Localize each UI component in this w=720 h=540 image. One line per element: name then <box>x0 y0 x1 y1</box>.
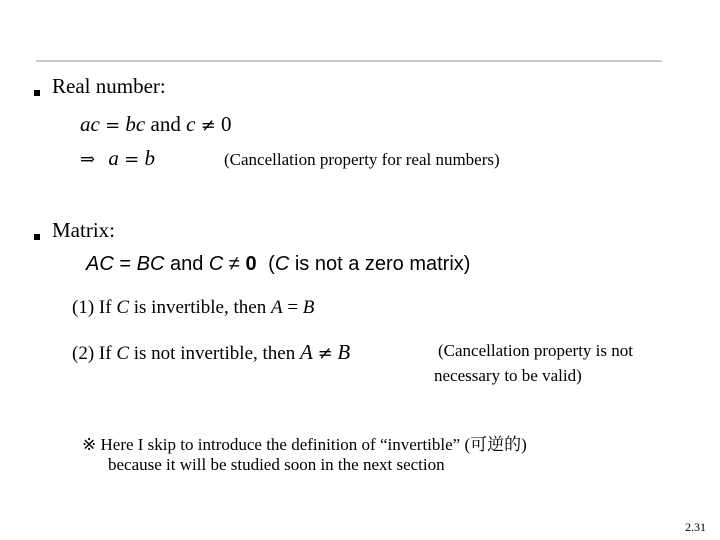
var-C: C <box>208 253 224 275</box>
item2-prefix: (2) If <box>72 343 112 364</box>
item1-var-c: C <box>116 297 129 318</box>
var-a: a <box>108 146 119 170</box>
equals-sign: = <box>119 253 132 275</box>
equation-implies-a-equals-b <box>80 146 155 171</box>
item2-var-b: B <box>337 340 351 364</box>
item1-var-b: B <box>302 297 315 318</box>
var-ac: ac <box>80 112 100 136</box>
item2-var-a: A <box>299 340 313 364</box>
item1-eq: = <box>287 297 299 318</box>
title-divider <box>36 60 662 62</box>
item1-mid: is invertible, then <box>133 297 267 318</box>
item2-mid: is not invertible, then <box>133 343 296 364</box>
zero-matrix-bold: 0 <box>245 253 257 275</box>
zero: 0 <box>221 112 232 136</box>
and-word: and <box>169 253 204 275</box>
item2-neq: ≠ <box>317 343 333 364</box>
item1-var-a: A <box>270 297 283 318</box>
var-c: c <box>186 112 196 136</box>
implies-arrow: ⇒ <box>80 149 96 170</box>
item-invertible <box>72 297 314 319</box>
equation-ac-equals-bc-matrix <box>86 253 470 276</box>
paren-text: is not a zero matrix) <box>294 253 471 275</box>
note-cancellation-matrix-line1: (Cancellation property is not <box>438 341 633 360</box>
equals-sign: = <box>124 149 140 170</box>
and-word: and <box>150 112 181 136</box>
item2-var-c: C <box>116 343 129 364</box>
item1-prefix: (1) If <box>72 297 112 318</box>
item-not-invertible <box>72 340 350 365</box>
note-cancellation-real: (Cancellation property for real numbers) <box>224 150 500 169</box>
paren-open: ( <box>268 253 275 275</box>
remark-line2: because it will be studied soon in the next section <box>108 455 445 474</box>
page-number: 2.31 <box>685 520 706 534</box>
equals-sign: = <box>105 115 121 136</box>
var-AC: AC <box>86 253 114 275</box>
equation-ac-equals-bc <box>80 112 232 137</box>
heading-matrix: Matrix: <box>52 218 115 242</box>
bullet-real <box>34 90 40 96</box>
var-bc: bc <box>125 112 146 136</box>
bullet-matrix <box>34 234 40 240</box>
remark-line1: ※ Here I skip to introduce the definition of “invertible” (可逆的) <box>82 435 527 454</box>
var-BC: BC <box>136 253 165 275</box>
var-b: b <box>144 146 155 170</box>
note-cancellation-matrix-line2: necessary to be valid) <box>434 366 582 385</box>
not-equal-sign: ≠ <box>200 115 216 136</box>
var-C-paren: C <box>274 253 290 275</box>
heading-real-number: Real number: <box>52 74 166 98</box>
not-equal-sign: ≠ <box>228 253 240 275</box>
